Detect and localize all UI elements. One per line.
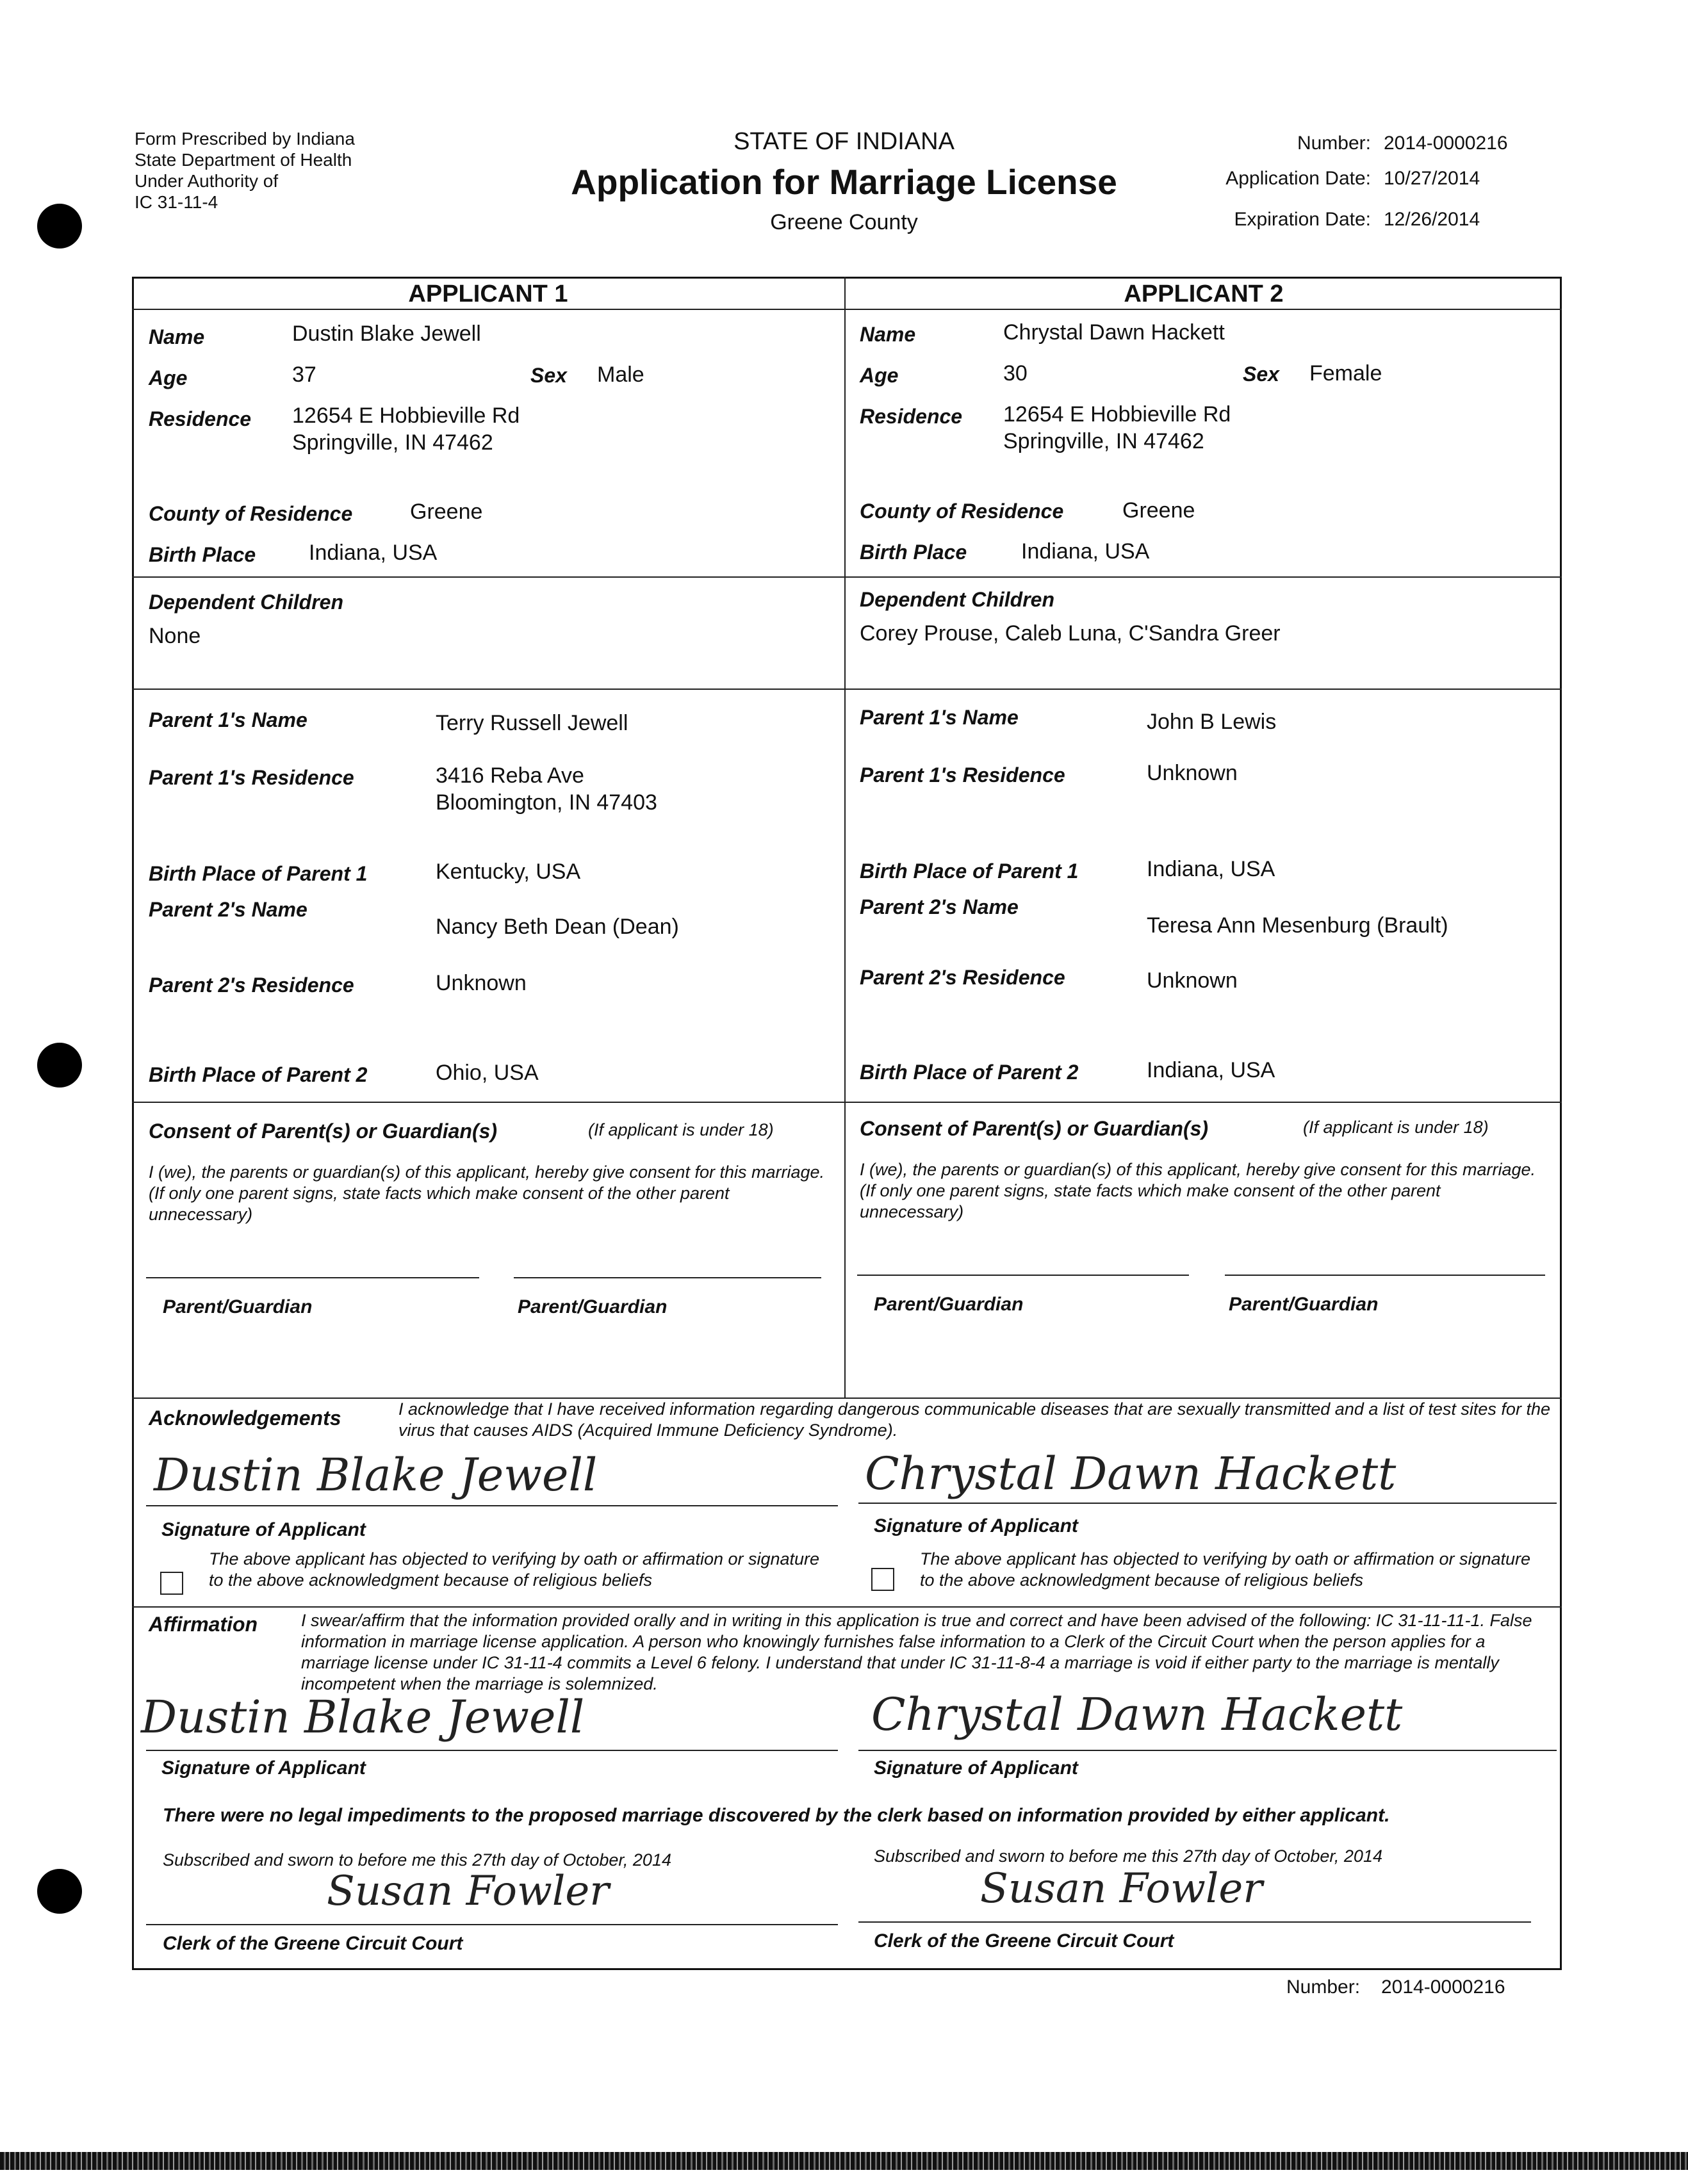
- consent-text: I (we), the parents or guardian(s) of this applicant, hereby give consent for this marriage. (If only one parent signs, state facts which make consent of the other parent unnecessary): [149, 1162, 825, 1224]
- applicant2-birth-place: Indiana, USA: [1021, 539, 1150, 564]
- footer-number-label: Number:: [1286, 1976, 1361, 1998]
- consent-title: Consent of Parent(s) or Guardian(s): [860, 1117, 1209, 1140]
- clerk-signature: Susan Fowler: [327, 1868, 609, 1915]
- clerk-label: Clerk of the Greene Circuit Court: [163, 1933, 463, 1954]
- applicant2-age: 30: [1003, 361, 1028, 386]
- applicant2-parent1-birth-place: Indiana, USA: [1147, 857, 1275, 881]
- page-title: Application for Marriage License: [571, 162, 1117, 202]
- parent1-residence-label: Parent 1's Residence: [860, 763, 1065, 786]
- birth-place-label: Birth Place: [149, 543, 256, 566]
- applicant2-residence-line2: Springville, IN 47462: [1003, 429, 1204, 453]
- consent-note: (If applicant is under 18): [588, 1120, 774, 1139]
- dependent-children-label: Dependent Children: [149, 591, 344, 614]
- birth-place-parent2-label: Birth Place of Parent 2: [860, 1061, 1079, 1084]
- signature-of-applicant-label: Signature of Applicant: [874, 1515, 1078, 1536]
- applicant2-dependent-children: Corey Prouse, Caleb Luna, C'Sandra Greer: [860, 621, 1281, 646]
- applicant1-parent1-residence-line2: Bloomington, IN 47403: [436, 790, 657, 815]
- birth-place-parent1-label: Birth Place of Parent 1: [149, 862, 368, 885]
- authority-line: State Department of Health: [135, 150, 352, 170]
- applicant2-parent1-name: John B Lewis: [1147, 710, 1277, 734]
- applicant1-sworn-text: Subscribed and sworn to before me this 27th day of October, 2014: [163, 1850, 671, 1870]
- applicant1-parent1-residence-line1: 3416 Reba Ave: [436, 763, 584, 788]
- objection-text: The above applicant has objected to verifying by oath or affirmation or signature to the above acknowledgment because of religious beliefs: [209, 1549, 820, 1590]
- applicant1-county: Greene: [410, 500, 483, 524]
- affirmation-text: I swear/affirm that the information provided orally and in writing in this application is true and correct and have been advised of the following: IC 31-11-11-1. False information in marriage license application. A person who knowingly furnishes false information to a Clerk of the Circuit Court when the person applies for a marriage license under IC 31-11-4 commits a Level 6 felony. I understand that under IC 31-11-8-4 a marriage is void if either party to the marriage is mentally incompetent when the marriage is solemnized.: [301, 1611, 1532, 1693]
- objection-text: The above applicant has objected to verifying by oath or affirmation or signature to the above acknowledgment because of religious beliefs: [920, 1549, 1531, 1590]
- expiration-date: 12/26/2014: [1384, 209, 1480, 230]
- applicant1-residence-line1: 12654 E Hobbieville Rd: [292, 403, 520, 428]
- affirmation-title: Affirmation: [149, 1613, 258, 1636]
- scan-edge: [0, 2152, 1688, 2170]
- applicant2-parent2-name: Teresa Ann Mesenburg (Brault): [1147, 913, 1448, 938]
- applicant2-sex: Female: [1309, 361, 1382, 386]
- religious-objection-checkbox[interactable]: [871, 1568, 894, 1591]
- applicant2-affirmation-signature: Chrystal Dawn Hackett: [871, 1688, 1403, 1741]
- applicant1-parent1-name: Terry Russell Jewell: [436, 711, 628, 735]
- applicant1-name: Dustin Blake Jewell: [292, 322, 481, 346]
- clerk-label: Clerk of the Greene Circuit Court: [874, 1930, 1174, 1952]
- clerk-signature: Susan Fowler: [980, 1865, 1263, 1912]
- county-heading: Greene County: [770, 210, 918, 234]
- parent2-residence-label: Parent 2's Residence: [860, 966, 1065, 989]
- number-label: Number:: [1297, 133, 1371, 154]
- parent-guardian-label: Parent/Guardian: [874, 1294, 1024, 1315]
- authority-line: IC 31-11-4: [135, 192, 218, 212]
- applicant1-parent2-name: Nancy Beth Dean (Dean): [436, 915, 679, 939]
- parent1-name-label: Parent 1's Name: [860, 706, 1019, 729]
- applicant2-acknowledgement-signature: Chrystal Dawn Hackett: [865, 1447, 1397, 1500]
- consent-note: (If applicant is under 18): [1303, 1118, 1489, 1137]
- county-of-residence-label: County of Residence: [860, 500, 1064, 523]
- residence-label: Residence: [149, 407, 252, 430]
- footer-number: 2014-0000216: [1381, 1976, 1505, 1998]
- name-label: Name: [860, 323, 916, 346]
- parent-guardian-label: Parent/Guardian: [1229, 1294, 1379, 1315]
- county-of-residence-label: County of Residence: [149, 502, 353, 525]
- authority-line: Under Authority of: [135, 171, 279, 191]
- applicant2-residence-line1: 12654 E Hobbieville Rd: [1003, 402, 1231, 427]
- license-number: 2014-0000216: [1384, 133, 1508, 154]
- authority-line: Form Prescribed by Indiana: [135, 129, 355, 149]
- punch-hole-bottom: [37, 1869, 82, 1914]
- applicant2-sworn-text: Subscribed and sworn to before me this 27th day of October, 2014: [874, 1846, 1382, 1866]
- applicant1-age: 37: [292, 363, 316, 387]
- acknowledgements-text: I acknowledge that I have received information regarding dangerous communicable diseases that are sexually transmitted and a list of test sites for the virus that causes AIDS (Acquired Immune Deficiency Syndrome).: [398, 1399, 1550, 1440]
- signature-of-applicant-label: Signature of Applicant: [874, 1757, 1078, 1779]
- expiration-date-label: Expiration Date:: [1234, 209, 1371, 230]
- signature-of-applicant-label: Signature of Applicant: [161, 1757, 366, 1779]
- application-date-label: Application Date:: [1225, 168, 1371, 189]
- age-label: Age: [149, 366, 188, 389]
- dependent-children-label: Dependent Children: [860, 588, 1055, 611]
- parent-guardian-label: Parent/Guardian: [518, 1296, 668, 1317]
- applicant2-heading: APPLICANT 2: [1124, 281, 1284, 307]
- birth-place-parent1-label: Birth Place of Parent 1: [860, 860, 1079, 883]
- applicant1-dependent-children: None: [149, 624, 201, 648]
- applicant1-parent1-birth-place: Kentucky, USA: [436, 860, 581, 884]
- applicant1-parent2-residence: Unknown: [436, 971, 527, 995]
- birth-place-label: Birth Place: [860, 541, 967, 564]
- applicant1-affirmation-signature: Dustin Blake Jewell: [141, 1691, 585, 1743]
- residence-label: Residence: [860, 405, 963, 428]
- sex-label: Sex: [1243, 363, 1279, 386]
- applicant2-parent1-residence: Unknown: [1147, 761, 1238, 785]
- no-impediments-statement: There were no legal impediments to the proposed marriage discovered by the clerk based on information provided by either applicant.: [163, 1805, 1390, 1826]
- applicant1-heading: APPLICANT 1: [408, 281, 568, 307]
- applicant1-acknowledgement-signature: Dustin Blake Jewell: [154, 1449, 598, 1501]
- religious-objection-checkbox[interactable]: [160, 1572, 183, 1595]
- parent1-residence-label: Parent 1's Residence: [149, 766, 354, 789]
- punch-hole-middle: [37, 1043, 82, 1088]
- age-label: Age: [860, 364, 899, 387]
- parent2-residence-label: Parent 2's Residence: [149, 974, 354, 997]
- consent-title: Consent of Parent(s) or Guardian(s): [149, 1120, 498, 1143]
- parent-guardian-label: Parent/Guardian: [163, 1296, 313, 1317]
- application-date: 10/27/2014: [1384, 168, 1480, 189]
- applicant2-parent2-birth-place: Indiana, USA: [1147, 1058, 1275, 1082]
- name-label: Name: [149, 325, 205, 348]
- birth-place-parent2-label: Birth Place of Parent 2: [149, 1063, 368, 1086]
- applicant2-name: Chrystal Dawn Hackett: [1003, 320, 1225, 345]
- signature-of-applicant-label: Signature of Applicant: [161, 1519, 366, 1540]
- applicant1-residence-line2: Springville, IN 47462: [292, 430, 493, 455]
- sex-label: Sex: [530, 364, 567, 387]
- applicant2-county: Greene: [1122, 498, 1195, 523]
- parent2-name-label: Parent 2's Name: [149, 898, 307, 921]
- applicant2-parent2-residence: Unknown: [1147, 968, 1238, 993]
- applicant1-sex: Male: [597, 363, 644, 387]
- consent-text: I (we), the parents or guardian(s) of this applicant, hereby give consent for this marriage. (If only one parent signs, state facts which make consent of the other parent unnecessary): [860, 1160, 1536, 1221]
- applicant1-birth-place: Indiana, USA: [309, 541, 438, 565]
- applicant1-parent2-birth-place: Ohio, USA: [436, 1061, 539, 1085]
- parent2-name-label: Parent 2's Name: [860, 895, 1019, 918]
- acknowledgements-title: Acknowledgements: [149, 1406, 341, 1430]
- state-heading: STATE OF INDIANA: [733, 128, 955, 155]
- parent1-name-label: Parent 1's Name: [149, 708, 307, 731]
